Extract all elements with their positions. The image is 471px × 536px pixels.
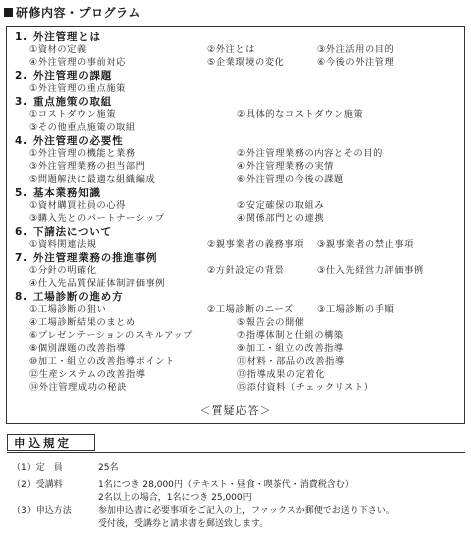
section-number: 7. <box>15 252 28 264</box>
section-heading <box>15 135 123 147</box>
section-title: 重点施策の取組 <box>33 96 113 108</box>
section-title: 外注管理とは <box>33 31 101 43</box>
section-number: 5. <box>15 187 28 199</box>
program-item: ①分針の明確化 <box>29 265 97 276</box>
program-item: ②方針設定の背景 <box>207 265 285 276</box>
program-item: ③購入先とのパートナーシップ <box>29 213 165 224</box>
term-value: 1名につき 28,000円（テキスト・昼食・喫茶代・消費税含む） <box>98 480 354 490</box>
term-label: （2）受講料 <box>12 480 63 490</box>
section-heading <box>15 96 112 108</box>
program-item: ⑥今後の外注管理 <box>317 57 395 68</box>
program-item: ③その他重点施策の取組 <box>29 122 136 133</box>
term-value: 2名以上の場合，1名につき 25,000円 <box>98 493 252 503</box>
program-item: ③工場診断の手順 <box>317 304 395 315</box>
section-heading <box>15 187 101 199</box>
square-bullet-icon <box>4 8 13 17</box>
program-item: ④外注管理の事前対応 <box>29 57 126 68</box>
term-value: 受付後，受講券と請求書を郵送致します。 <box>98 519 269 529</box>
program-item: ①コストダウン施策 <box>29 109 117 120</box>
section-title: 工場診断の進め方 <box>33 291 124 303</box>
section-number: 8. <box>15 291 28 303</box>
program-item: ④工場診断結果のまとめ <box>29 317 136 328</box>
program-item: ②外注とは <box>207 44 255 55</box>
section-heading <box>15 31 101 43</box>
section-title: 外注管理の必要性 <box>33 135 124 147</box>
program-item: ④仕入先品質保証体制評価事例 <box>29 278 166 289</box>
program-item: ③外注管理業務の担当部門 <box>29 161 146 172</box>
application-title: 申込規定 <box>7 434 95 451</box>
program-item: ⑮添付資料（チェックリスト） <box>237 382 374 393</box>
program-heading <box>4 4 141 21</box>
program-item: ⑩加工・組立の改善指導ポイント <box>29 356 175 367</box>
program-item: ④外注管理業務の実情 <box>237 161 334 172</box>
section-title: 外注管理の課題 <box>33 70 113 82</box>
program-item: ③仕入先経営力評価事例 <box>317 265 424 276</box>
section-number: 4. <box>15 135 28 147</box>
application-divider <box>7 452 465 453</box>
program-item: ④関係部門との連携 <box>237 213 325 224</box>
program-item: ③親事業者の禁止事項 <box>317 239 414 250</box>
program-item: ⑤企業環境の変化 <box>207 57 285 68</box>
program-item: ⑦指導体制と仕組の構築 <box>237 330 344 341</box>
section-heading <box>15 226 112 238</box>
program-item: ①資材の定義 <box>29 44 87 55</box>
program-item: ⑫生産システムの改善指導 <box>29 369 146 380</box>
program-item: ②工場診断のニーズ <box>207 304 294 315</box>
program-item: ⑥プレゼンテーションのスキルアップ <box>29 330 193 341</box>
qa-label: ＜質疑応答＞ <box>199 404 272 417</box>
term-label: （1）定 員 <box>12 463 63 473</box>
section-heading <box>15 252 157 264</box>
program-heading-text: 研修内容・プログラム <box>16 6 141 20</box>
program-item: ①外注管理の重点施策 <box>29 83 126 94</box>
program-item: ②具体的なコストダウン施策 <box>237 109 364 120</box>
program-item: ②親事業者の義務事項 <box>207 239 304 250</box>
term-value: 参加申込書に必要事項をご記入の上，ファックスか郵便でお送り下さい。 <box>98 506 395 516</box>
program-item: ①外注管理の機能と業務 <box>29 148 136 159</box>
section-number: 2. <box>15 70 28 82</box>
section-title: 下請法について <box>33 226 112 238</box>
program-item: ③外注活用の目的 <box>317 44 395 55</box>
program-item: ②外注管理業務の内容とその目的 <box>237 148 383 159</box>
program-item: ①資材購買社員の心得 <box>29 200 126 211</box>
term-label: （3）申込方法 <box>12 506 72 516</box>
program-item: ①工場診断の狙い <box>29 304 107 315</box>
program-item: ①資料関連法規 <box>29 239 97 250</box>
program-item: ⑪材料・部品の改善指導 <box>237 356 345 367</box>
program-item: ⑧個別課題の改善指導 <box>29 343 126 354</box>
section-number: 6. <box>15 226 28 238</box>
section-number: 1. <box>15 31 28 43</box>
section-heading <box>15 291 123 303</box>
program-item: ⑤問題解決に最適な組織編成 <box>29 174 156 185</box>
section-title: 基本業務知識 <box>33 187 101 199</box>
program-box <box>6 26 465 424</box>
program-item: ⑨加工・組立の改善指導 <box>237 343 344 354</box>
program-item: ⑥外注管理の今後の課題 <box>237 174 344 185</box>
program-item: ②安定確保の取組み <box>237 200 325 211</box>
program-item: ⑬指導成果の定着化 <box>237 369 326 380</box>
section-number: 3. <box>15 96 28 108</box>
term-value: 25名 <box>98 463 119 473</box>
program-item: ⑭外注管理成功の秘訣 <box>29 382 127 393</box>
section-title: 外注管理業務の推進事例 <box>33 252 158 264</box>
program-item: ⑤報告会の開催 <box>237 317 305 328</box>
section-heading <box>15 70 112 82</box>
